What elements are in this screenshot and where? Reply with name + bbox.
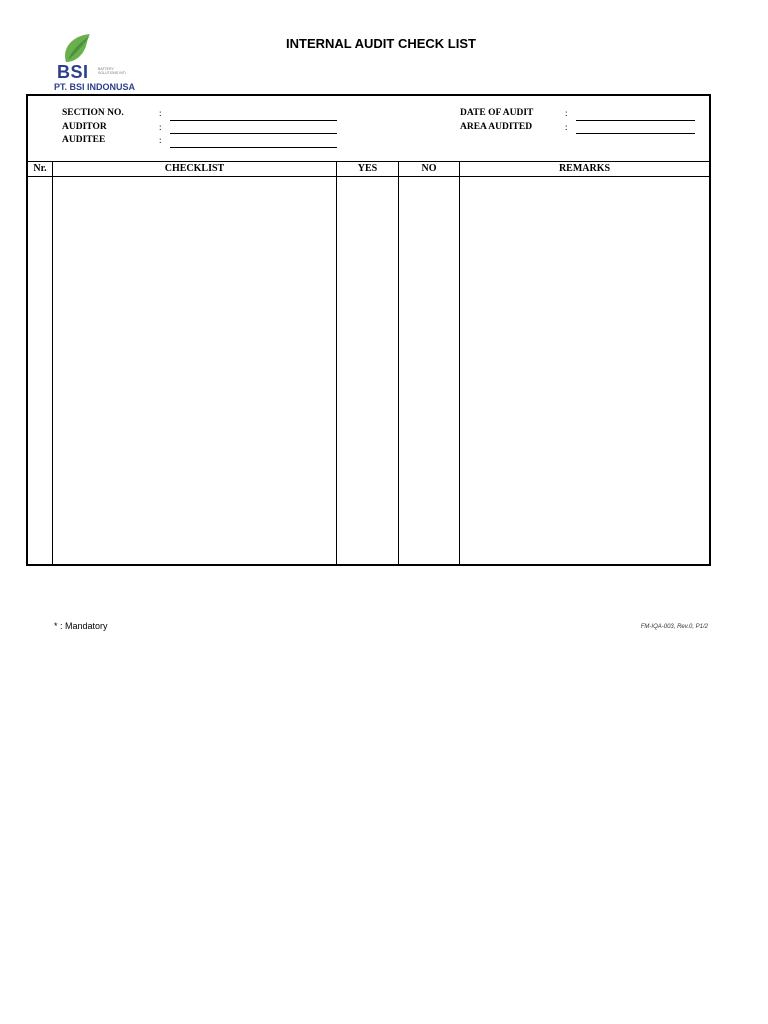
- area-audited-label: AREA AUDITED: [460, 122, 533, 132]
- area-audited-field[interactable]: [576, 133, 695, 134]
- col-header-nr: Nr.: [33, 163, 47, 174]
- company-name: PT. BSI INDONUSA: [54, 82, 136, 92]
- audit-form: [26, 94, 711, 566]
- col-header-remarks: REMARKS: [558, 163, 611, 174]
- auditee-field[interactable]: [170, 147, 337, 148]
- auditor-field[interactable]: [170, 133, 337, 134]
- col-header-yes: YES: [357, 163, 378, 174]
- auditee-colon: :: [159, 135, 162, 145]
- area-audited-colon: :: [565, 122, 568, 132]
- form-code: FM-IQA-003, Rev.0, P1/2: [640, 624, 708, 630]
- date-of-audit-colon: :: [565, 108, 568, 118]
- col-header-checklist: CHECKLIST: [164, 163, 225, 174]
- logo-wordmark: BSI: [57, 62, 89, 82]
- bsi-leaf-icon: [60, 32, 96, 66]
- section-no-field[interactable]: [170, 120, 337, 121]
- logo-tagline: BATTERY SOLUTIONS INTI: [98, 67, 126, 75]
- date-of-audit-field[interactable]: [576, 120, 695, 121]
- auditee-label: AUDITEE: [62, 135, 106, 145]
- date-of-audit-label: DATE OF AUDIT: [460, 108, 534, 118]
- checklist-table-body[interactable]: [28, 177, 709, 564]
- document-title: INTERNAL AUDIT CHECK LIST: [286, 36, 476, 51]
- auditor-colon: :: [159, 122, 162, 132]
- col-header-no: NO: [421, 163, 437, 174]
- mandatory-footnote: * : Mandatory: [54, 621, 108, 631]
- section-no-label: SECTION NO.: [62, 108, 124, 118]
- auditor-label: AUDITOR: [62, 122, 107, 132]
- section-no-colon: :: [159, 108, 162, 118]
